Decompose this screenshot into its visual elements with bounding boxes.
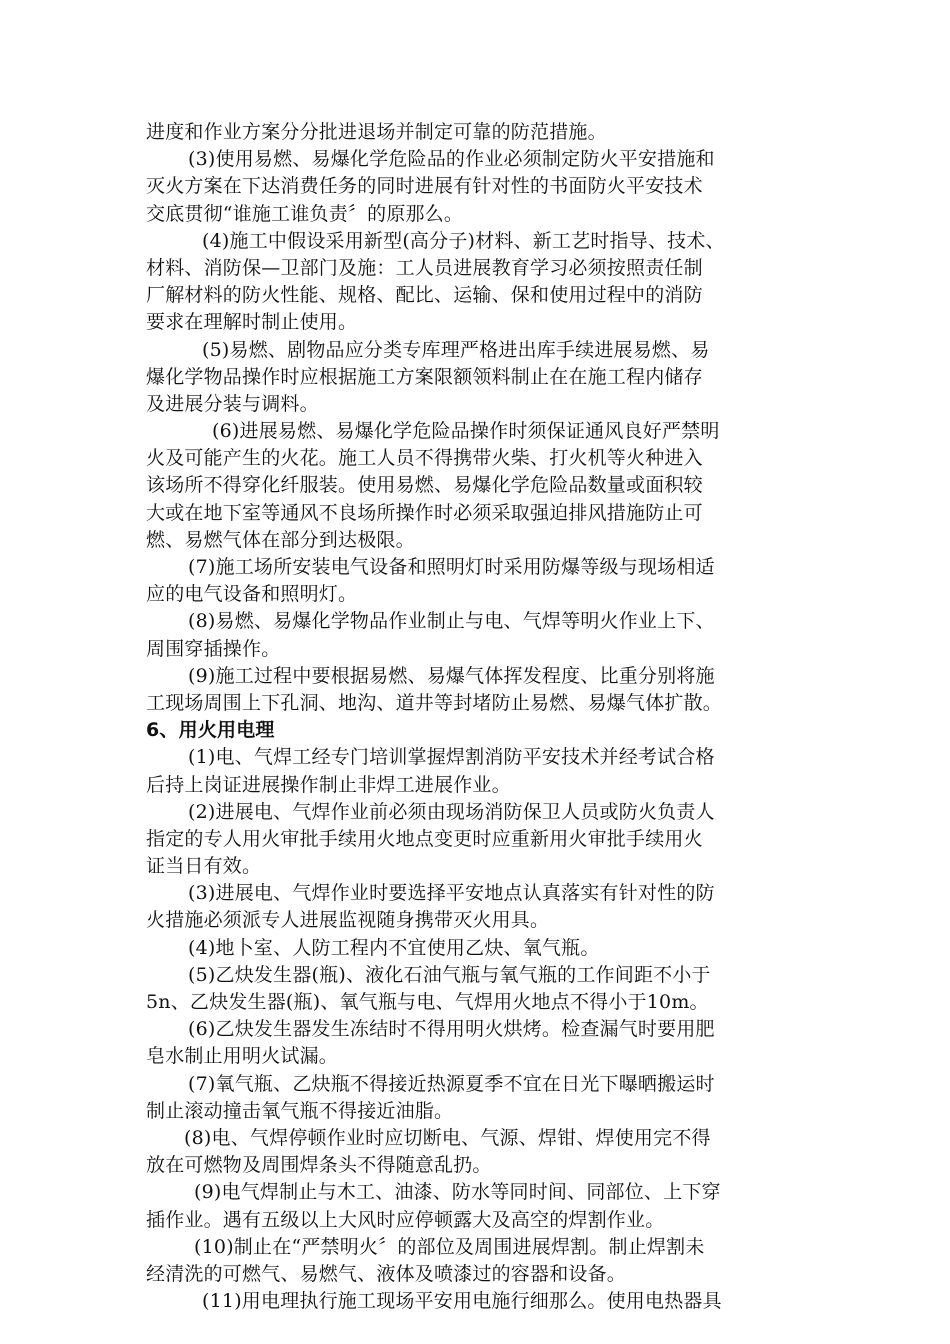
text-line: 制止滚动撞击氧气瓶不得接近油脂。 (146, 1099, 454, 1122)
text-line: 周围穿插操作。 (146, 637, 281, 660)
text-line: (3)使用易燃、易爆化学危险品的作业必须制定防火平安措施和 (188, 148, 715, 171)
text-line: (8)易燃、易爆化学物品作业制止与电、气焊等明火作业上下、 (188, 610, 715, 633)
text-line: 该场所不得穿化纤服装。使用易燃、易爆化学危险品数量或面积较 (146, 474, 703, 497)
text-line: (9)施工过程中要根据易燃、易爆气体挥发程度、比重分别将施 (188, 664, 715, 687)
text-line: (6)进展易燃、易爆化学危险品操作时须保证通风良好严禁明 (212, 420, 720, 443)
text-line: 大或在地下室等通风不良场所操作时必须采取强迫排风措施防止可 (146, 501, 703, 524)
text-line: 后持上岗证进展操作制止非焊工进展作业。 (146, 773, 511, 796)
text-line: 火措施必须派专人进展监视随身携带灭火用具。 (146, 909, 550, 932)
text-line: 进度和作业方案分分批进退场并制定可靠的防范措施。 (146, 121, 607, 143)
text-line: (10)制止在“严禁明火〞的部位及周围进展焊割。制止焊割未 (194, 1235, 705, 1258)
text-line: 放在可燃物及周围焊条头不得随意乱扔。 (146, 1154, 492, 1177)
text-line: (8)电、气焊停顿作业时应切断电、气源、焊钳、焊使用完不得 (184, 1126, 711, 1149)
text-line: 应的电气设备和照明灯。 (146, 583, 358, 606)
text-line: (4)施工中假设采用新型(高分子)材料、新工艺时指导、技术、 (202, 229, 725, 252)
text-line: (5)易燃、剧物品应分类专库理严格进出库手续进展易燃、易 (202, 338, 710, 361)
text-line: 要求在理解时制止使用。 (146, 311, 358, 334)
text-line: 材料、消防保—卫部门及施：工人员进展教育学习必须按照责任制 (146, 256, 703, 279)
text-line: (4)地卜室、人防工程内不宜使用乙炔、氧气瓶。 (188, 936, 600, 959)
text-line: 工现场周围上下孔洞、地沟、道井等封堵防止易燃、易爆气体扩散。 (146, 691, 723, 714)
text-line: 经清洗的可燃气、易燃气、液体及喷漆过的容器和设备。 (146, 1262, 627, 1285)
text-line: 插作业。遇有五级以上大风时应停顿露大及高空的焊割作业。 (146, 1208, 665, 1231)
text-line: (1)电、气焊工经专门培训掌握焊割消防平安技术并经考试合格 (188, 746, 715, 769)
section-heading: 6、用火用电理 (146, 719, 275, 742)
text-line: 厂解材料的防火性能、规格、配比、运输、保和使用过程中的消防 (146, 284, 703, 307)
text-line: 5n、乙炔发生器(瓶)、氧气瓶与电、气焊用火地点不得小于10m。 (146, 991, 709, 1013)
text-line: (7)氧气瓶、乙炔瓶不得接近热源夏季不宜在日光下曝晒搬运时 (188, 1072, 715, 1095)
text-line: (5)乙炔发生器(瓶)、液化石油气瓶与氧气瓶的工作间距不小于 (188, 963, 711, 986)
text-line: 灭火方案在下达消费任务的同时进展有针对性的书面防火平安技术 (146, 175, 703, 198)
text-line: 皂水制止用明火试漏。 (146, 1045, 339, 1068)
text-line: (7)施工场所安装电气设备和照明灯时采用防爆等级与现场相适 (188, 556, 715, 578)
text-line: (6)乙炔发生器发生冻结时不得用明火烘烤。检查漏气时要用肥 (188, 1018, 715, 1041)
text-line: 爆化学物品操作时应根据施工方案限额领料制止在在施工程内储存 (146, 365, 703, 388)
text-line: 及进展分装与调料。 (146, 392, 319, 415)
text-line: 火及可能产生的火花。施工人员不得携带火柴、打火机等火种进入 (146, 447, 703, 470)
text-line: 燃、易燃气体在部分到达极限。 (146, 528, 415, 551)
text-line: 交底贯彻“谁施工谁负责〞的原那么。 (146, 202, 464, 225)
text-line: 证当日有效。 (146, 855, 262, 878)
text-line: (3)进展电、气焊作业时要选择平安地点认真落实有针对性的防 (188, 882, 715, 905)
text-line: (2)进展电、气焊作业前必须由现场消防保卫人员或防火负责人 (188, 800, 715, 823)
text-line: (11)用电理执行施工现场平安用电施行细那么。使用电热器具 (202, 1290, 722, 1313)
text-line: 指定的专人用火审批手续用火地点变更时应重新用火审批手续用火 (146, 827, 703, 850)
text-line: (9)电气焊制止与木工、油漆、防水等同时间、同部位、上下穿 (194, 1181, 721, 1204)
document-body (146, 119, 816, 1315)
